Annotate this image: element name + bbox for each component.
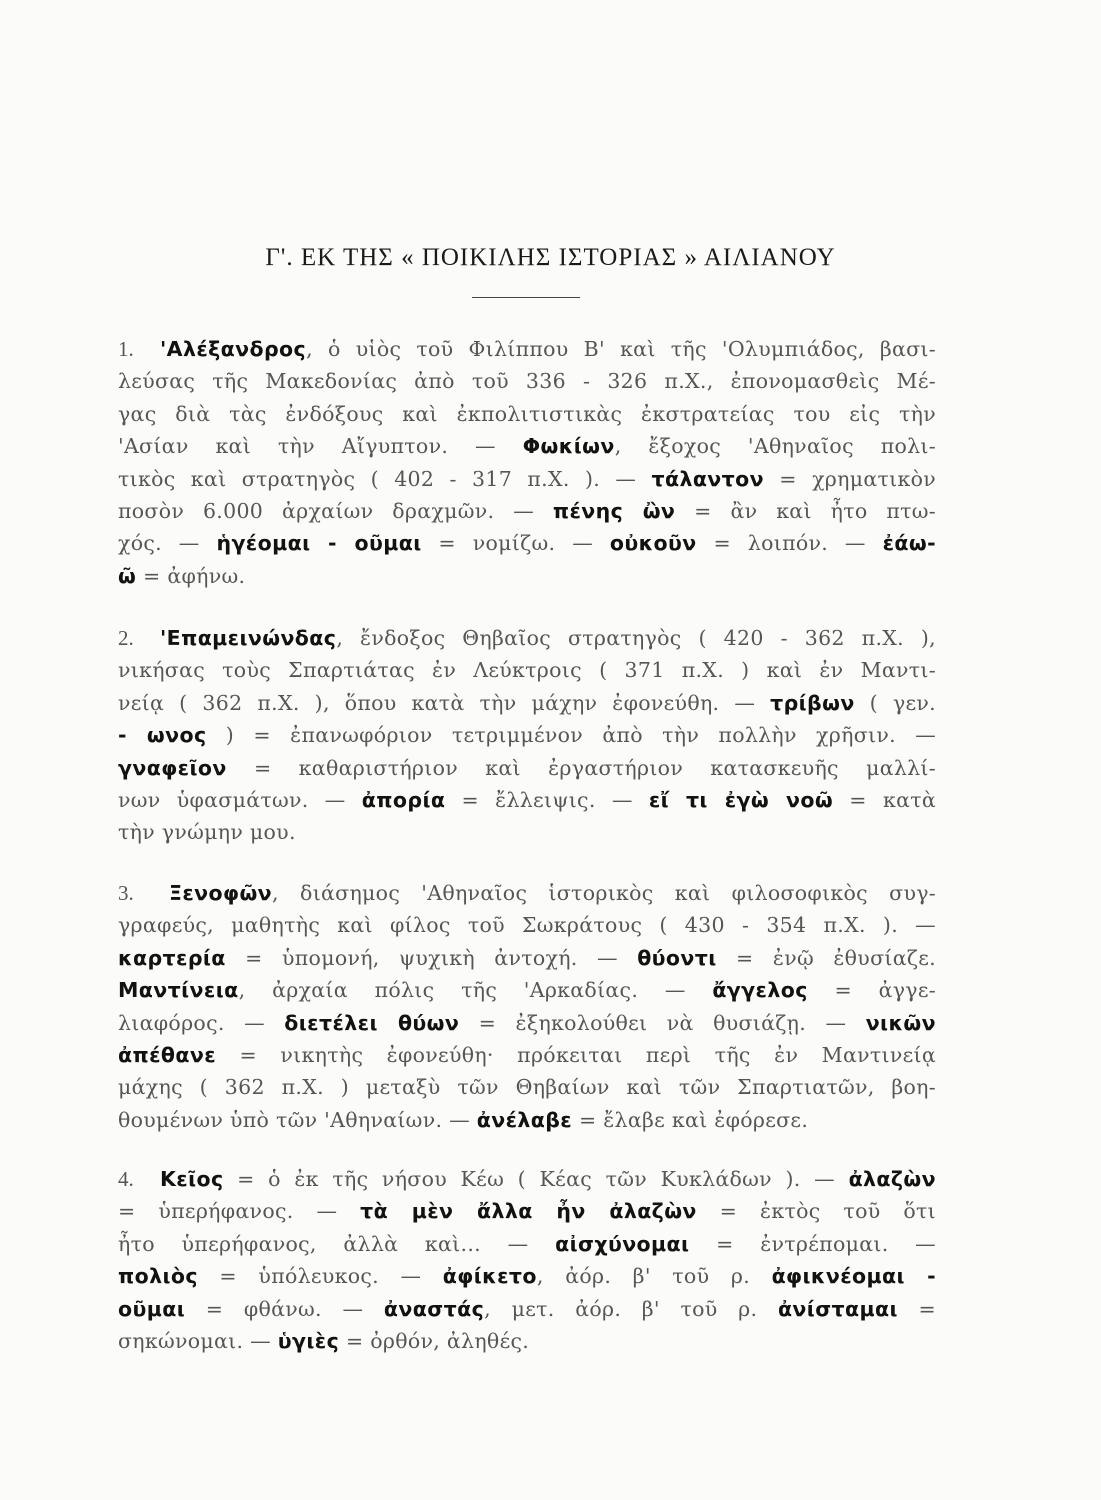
keyword-term: γναφεῖον: [118, 755, 227, 780]
keyword-term: νικῶν: [865, 1010, 936, 1035]
keyword-term: θύοντι: [637, 945, 717, 970]
gloss-text: γας διὰ τὰς ἐνδόξους καὶ ἐκπολιτιστικὰς ἐκστρατείας του εἰς τὴν: [118, 401, 936, 426]
text-line: [118, 622, 936, 654]
text-line: [118, 1260, 936, 1292]
gloss-text: = ἀγγε-: [807, 978, 936, 1003]
gloss-text: λεύσας τῆς Μακεδονίας ἀπὸ τοῦ 336 - 326 π.Χ., ἐπονομασθεὶς Μέ-: [118, 369, 936, 394]
keyword-term: 'Αλέξανδρος: [160, 337, 307, 361]
gloss-text: = ἔλαβε καὶ ἐφόρεσε.: [572, 1107, 809, 1132]
text-line: [118, 1007, 936, 1039]
text-line: [118, 430, 936, 462]
gloss-text: = ἐνῷ ἐθυσίαζε.: [716, 945, 936, 970]
gloss-text: ( γεν.: [854, 690, 937, 715]
keyword-term: ἀνίσταμαι: [777, 1296, 898, 1321]
gloss-text: , μετ. ἀόρ. β' τοῦ ρ.: [484, 1296, 778, 1321]
gloss-text: τὴν γνώμην μου.: [118, 820, 296, 845]
keyword-term: διετέλει θύων: [284, 1010, 460, 1035]
entry-number: 2.: [118, 626, 134, 650]
gloss-text: , ἔξοχος 'Αθηναῖος πολι-: [614, 434, 936, 459]
gloss-text: = φθάνω. —: [185, 1296, 384, 1321]
gloss-text: = ἐξηκολούθει νὰ θυσιάζῃ. —: [459, 1010, 866, 1035]
keyword-term: τάλαντον: [651, 466, 765, 491]
gloss-text: = χρηματικὸν: [764, 466, 936, 491]
keyword-term: Φωκίων: [522, 434, 615, 459]
entry-3: [118, 877, 936, 1136]
gloss-text: γραφεύς, μαθητὴς καὶ φίλος τοῦ Σωκράτους ( 430 - 354 π.Χ. ). —: [118, 913, 936, 938]
keyword-term: πένης ὢν: [552, 498, 676, 523]
gloss-text: λιαφόρος. —: [118, 1010, 285, 1035]
keyword-term: Ξενοφῶν: [169, 881, 273, 905]
gloss-text: 'Ασίαν καὶ τὴν Αἴγυπτον. —: [118, 434, 523, 459]
text-line: [118, 1104, 936, 1136]
keyword-term: ἀναστάς: [383, 1296, 485, 1321]
gloss-text: νείᾳ ( 362 π.Χ. ), ὅπου κατὰ τὴν μάχην ἐφονεύθη. —: [118, 690, 771, 715]
entry-number: 1.: [118, 337, 134, 361]
keyword-term: πολιὸς: [118, 1264, 198, 1289]
gloss-text: = ἂν καὶ ἦτο πτω-: [675, 498, 936, 523]
gloss-text: τικὸς καὶ στρατηγὸς ( 402 - 317 π.Χ. ). —: [118, 466, 652, 491]
text-line: [118, 942, 936, 974]
gloss-text: = κατὰ: [833, 787, 937, 812]
gloss-text: θουμένων ὑπὸ τῶν 'Αθηναίων. —: [118, 1107, 477, 1132]
gloss-text: = ὀρθόν, ἀληθές.: [339, 1328, 530, 1353]
keyword-term: - ωνος: [118, 723, 207, 748]
gloss-text: , διάσημος 'Αθηναῖος ἱστορικὸς καὶ φιλοσοφικὸς συγ-: [272, 881, 936, 905]
gloss-text: = ἐντρέπομαι. —: [689, 1231, 936, 1256]
gloss-text: = καθαριστήριον καὶ ἐργαστήριον κατασκευῆς μαλλί-: [226, 755, 936, 780]
entry-4: [118, 1163, 936, 1357]
keyword-term: ἄγγελος: [712, 978, 808, 1003]
text-line: [118, 333, 936, 365]
text-line: [118, 527, 936, 559]
keyword-term: τρίβων: [770, 690, 855, 715]
keyword-term: αἰσχύνομαι: [555, 1231, 690, 1256]
keyword-term: Μαντίνεια: [118, 978, 239, 1003]
keyword-term: ῶ: [118, 563, 137, 588]
gloss-text: ποσὸν 6.000 ἀρχαίων δραχμῶν. —: [118, 498, 553, 523]
keyword-term: εἴ τι ἐγὼ νοῶ: [648, 787, 834, 812]
keyword-term: 'Επαμεινώνδας: [160, 626, 337, 650]
gloss-text: , ἔνδοξος Θηβαῖος στρατηγὸς ( 420 - 362 π.Χ. ),: [336, 626, 936, 650]
keyword-term: ἀφίκετο: [442, 1264, 537, 1289]
entry-number: 3.: [118, 881, 134, 905]
text-line: [118, 398, 936, 430]
text-line: [118, 752, 936, 784]
gloss-text: , ἀόρ. β' τοῦ ρ.: [536, 1264, 772, 1289]
text-line: [118, 974, 936, 1006]
keyword-term: ἀπορία: [361, 787, 446, 812]
gloss-text: = νομίζω. —: [421, 531, 610, 556]
text-line: [118, 1163, 936, 1195]
text-line: [118, 1293, 936, 1325]
gloss-text: = ὁ ἐκ τῆς νήσου Κέω ( Κέας τῶν Κυκλάδων ). —: [223, 1167, 849, 1191]
text-line: [118, 816, 936, 848]
text-line: [118, 560, 936, 592]
keyword-term: Κεῖος: [160, 1167, 224, 1191]
section-title: Γ'. ΕΚ ΤΗΣ « ΠΟΙΚΙΛΗΣ ΙΣΤΟΡΙΑΣ » ΑΙΛΙΑΝΟΥ: [265, 244, 836, 271]
gloss-text: = ὑπομονή, ψυχικὴ ἀντοχή. —: [225, 945, 638, 970]
gloss-text: χός. —: [118, 531, 217, 556]
keyword-term: οὐκοῦν: [609, 531, 697, 556]
gloss-text: ) = ἐπανωφόριον τετριμμένον ἀπὸ τὴν πολλὴν χρῆσιν. —: [206, 723, 936, 748]
keyword-term: ἀπέθανε: [118, 1042, 217, 1067]
entry-number: 4.: [118, 1167, 134, 1191]
gloss-text: , ἀρχαία πόλις τῆς 'Αρκαδίας. —: [238, 978, 713, 1003]
gloss-text: = ὑπόλευκος. —: [197, 1264, 443, 1289]
keyword-term: ἀλαζὼν: [848, 1167, 936, 1191]
keyword-term: ἀφικνέομαι -: [771, 1264, 937, 1289]
gloss-text: σηκώνομαι. —: [118, 1328, 278, 1353]
keyword-term: ἐάω-: [882, 531, 936, 556]
text-line: [118, 1325, 936, 1357]
text-line: [118, 495, 936, 527]
gloss-text: = λοιπόν. —: [696, 531, 883, 556]
gloss-text: = ἔλλειψις. —: [445, 787, 649, 812]
gloss-text: νων ὑφασμάτων. —: [118, 787, 362, 812]
text-line: [118, 687, 936, 719]
text-line: [118, 1039, 936, 1071]
gloss-text: =: [897, 1296, 936, 1321]
text-line: [118, 1195, 936, 1227]
text-line: [118, 877, 936, 909]
text-line: [118, 654, 936, 686]
text-line: [118, 719, 936, 751]
gloss-text: μάχης ( 362 π.Χ. ) μεταξὺ τῶν Θηβαίων καὶ τῶν Σπαρτιατῶν, βοη-: [118, 1075, 936, 1100]
gloss-text: = ὑπερήφανος. —: [118, 1199, 361, 1224]
entry-1: [118, 333, 936, 592]
text-line: [118, 365, 936, 397]
keyword-term: οῦμαι: [118, 1296, 186, 1321]
entry-2: [118, 622, 936, 849]
gloss-text: νικήσας τοὺς Σπαρτιάτας ἐν Λεύκτροις ( 371 π.Χ. ) καὶ ἐν Μαντι-: [118, 658, 936, 683]
text-line: [118, 463, 936, 495]
text-line: [118, 909, 936, 941]
keyword-term: καρτερία: [118, 945, 226, 970]
keyword-term: ἡγέομαι - οῦμαι: [216, 531, 422, 556]
title-rule: [472, 297, 580, 298]
keyword-term: τὰ μὲν ἄλλα ἦν ἀλαζὼν: [360, 1199, 697, 1224]
gloss-text: , ὁ υἱὸς τοῦ Φιλίππου Β' καὶ τῆς 'Ολυμπιάδος, βασι-: [306, 337, 936, 361]
gloss-text: = ἐκτὸς τοῦ ὅτι: [696, 1199, 936, 1224]
text-line: [118, 1071, 936, 1103]
gloss-text: = νικητὴς ἐφονεύθη· πρόκειται περὶ τῆς ἐν Μαντινείᾳ: [216, 1042, 936, 1067]
text-line: [118, 1228, 936, 1260]
gloss-text: = ἀφήνω.: [136, 563, 246, 588]
keyword-term: ὑγιὲς: [277, 1328, 340, 1353]
text-line: [118, 784, 936, 816]
gloss-text: ἦτο ὑπερήφανος, ἀλλὰ καὶ... —: [118, 1231, 556, 1256]
keyword-term: ἀνέλαβε: [476, 1107, 573, 1132]
